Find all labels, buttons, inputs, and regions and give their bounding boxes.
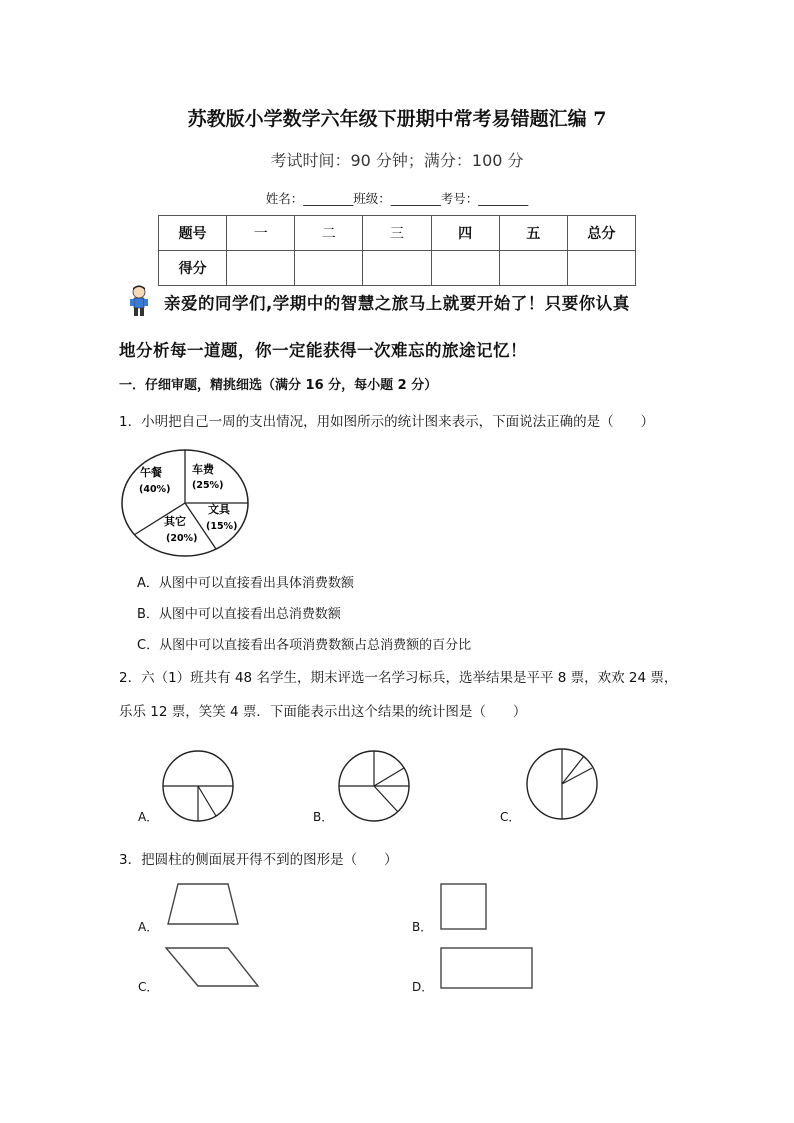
q3-option-c-label[interactable]: C．	[138, 980, 159, 994]
score-input-cell[interactable]	[227, 251, 295, 286]
page-title: 苏教版小学数学六年级下册期中常考易错题汇编 7	[187, 108, 607, 130]
q3-option-d-label[interactable]: D．	[412, 980, 434, 994]
pie-pct-stationery: (15%)	[206, 521, 238, 532]
exam-info: 考试时间：90 分钟；满分：100 分	[270, 151, 524, 170]
score-table-score-row	[159, 251, 636, 286]
q1-pie-chart	[120, 448, 252, 558]
q2-option-a-label[interactable]: A．	[138, 810, 159, 824]
q3-shape-rectangle[interactable]	[438, 944, 536, 992]
pie-label-stationery: 文具	[208, 503, 230, 516]
score-table	[158, 215, 636, 286]
score-input-cell[interactable]	[499, 251, 567, 286]
score-cell: 得分	[159, 251, 227, 286]
pie-pct-fare: (25%)	[192, 480, 224, 491]
q2-pie-a[interactable]	[160, 748, 236, 824]
pie-label-lunch: 午餐	[140, 466, 162, 479]
intro-line-1: 亲爱的同学们,学期中的智慧之旅马上就要开始了！只要你认真	[164, 294, 630, 313]
intro-line-2: 地分析每一道题，你一定能获得一次难忘的旅途记忆！	[119, 341, 527, 360]
score-cell: 一	[227, 216, 295, 251]
pie-pct-other: (20%)	[166, 533, 198, 544]
score-cell: 题号	[159, 216, 227, 251]
pie-label-fare: 车费	[192, 463, 214, 476]
score-cell: 二	[295, 216, 363, 251]
student-mascot-icon	[126, 284, 152, 318]
score-input-cell[interactable]	[567, 251, 635, 286]
question-2-line-2: 乐乐 12 票，笑笑 4 票．下面能表示出这个结果的统计图是（ ）	[119, 704, 527, 720]
q3-shape-square[interactable]	[438, 880, 490, 932]
student-info-line: 姓名：________班级：________考号：________	[265, 191, 529, 206]
score-table-header-row	[159, 216, 636, 251]
q1-option-a[interactable]: A．从图中可以直接看出具体消费数额	[137, 576, 354, 591]
q3-shape-parallelogram[interactable]	[162, 944, 262, 990]
q2-pie-c[interactable]	[524, 746, 600, 822]
question-1-text: 1．小明把自己一周的支出情况，用如图所示的统计图来表示，下面说法正确的是（ ）	[119, 414, 655, 430]
score-cell: 三	[363, 216, 431, 251]
q3-option-b-label[interactable]: B．	[412, 920, 433, 934]
score-cell: 四	[431, 216, 499, 251]
score-input-cell[interactable]	[363, 251, 431, 286]
score-input-cell[interactable]	[295, 251, 363, 286]
q2-pie-b[interactable]	[336, 748, 412, 824]
q3-option-a-label[interactable]: A．	[138, 920, 159, 934]
q2-option-c-label[interactable]: C．	[500, 810, 521, 824]
question-2-line-1: 2．六（1）班共有 48 名学生，期末评选一名学习标兵，选举结果是平平 8 票，欢欢 24 票，	[119, 670, 678, 686]
pie-label-other: 其它	[164, 515, 186, 528]
pie-pct-lunch: (40%)	[139, 484, 171, 495]
question-3-text: 3．把圆柱的侧面展开得不到的图形是（ ）	[119, 852, 398, 868]
score-cell: 总分	[567, 216, 635, 251]
section-heading: 一．仔细审题，精挑细选（满分 16 分，每小题 2 分）	[119, 378, 438, 393]
score-input-cell[interactable]	[431, 251, 499, 286]
q1-option-c[interactable]: C．从图中可以直接看出各项消费数额占总消费额的百分比	[137, 638, 472, 653]
q1-option-b[interactable]: B．从图中可以直接看出总消费数额	[137, 607, 341, 622]
score-cell: 五	[499, 216, 567, 251]
q3-shape-trapezoid[interactable]	[164, 880, 242, 928]
q2-option-b-label[interactable]: B．	[313, 810, 334, 824]
